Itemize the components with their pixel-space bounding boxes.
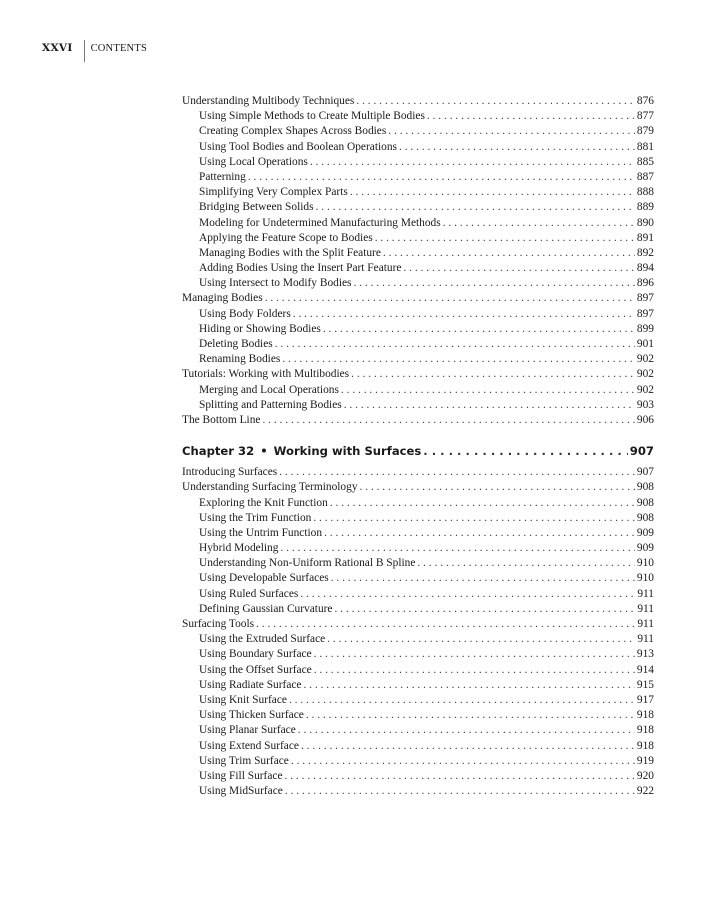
toc-group-multibody bbox=[182, 94, 654, 428]
toc-entry-title: Defining Gaussian Curvature bbox=[199, 602, 333, 615]
toc-subentry[interactable] bbox=[182, 383, 654, 398]
chapter-page: 907 bbox=[629, 444, 654, 459]
toc-entry-title: Using Body Folders bbox=[199, 307, 291, 320]
toc-entry-title: Managing Bodies bbox=[182, 292, 263, 305]
toc-entry-page: 910 bbox=[636, 557, 654, 570]
toc-subentry[interactable] bbox=[182, 398, 654, 413]
toc-entry-page: 909 bbox=[636, 542, 654, 555]
toc-entry-title: Using Boundary Surface bbox=[199, 648, 312, 661]
leader-dots bbox=[354, 276, 635, 291]
leader-dots bbox=[293, 307, 635, 322]
leader-dots bbox=[316, 200, 635, 215]
toc-entry-title: Using MidSurface bbox=[199, 785, 283, 798]
toc-subentry[interactable] bbox=[182, 663, 654, 678]
chapter-heading[interactable] bbox=[182, 443, 654, 459]
toc-entry-page: 920 bbox=[636, 769, 654, 782]
toc-entry-title: Using the Offset Surface bbox=[199, 663, 312, 676]
table-of-contents bbox=[182, 94, 654, 799]
toc-entry-title: Using Developable Surfaces bbox=[199, 572, 329, 585]
toc-entry-page: 897 bbox=[636, 292, 654, 305]
leader-dots bbox=[417, 556, 635, 571]
toc-entry-page: 902 bbox=[636, 368, 654, 381]
toc-entry-page: 908 bbox=[636, 496, 654, 509]
toc-subentry[interactable] bbox=[182, 231, 654, 246]
toc-subentry[interactable] bbox=[182, 693, 654, 708]
toc-entry-page: 918 bbox=[636, 709, 654, 722]
toc-entry-title: Using Tool Bodies and Boolean Operations bbox=[199, 140, 397, 153]
toc-subentry[interactable] bbox=[182, 723, 654, 738]
toc-entry-page: 894 bbox=[636, 262, 654, 275]
toc-entry-title: Using Radiate Surface bbox=[199, 678, 302, 691]
toc-subentry[interactable] bbox=[182, 200, 654, 215]
toc-entry-page: 897 bbox=[636, 307, 654, 320]
toc-entry-title: Hiding or Showing Bodies bbox=[199, 322, 321, 335]
toc-entry-page: 918 bbox=[636, 739, 654, 752]
toc-entry-title: Using Local Operations bbox=[199, 155, 308, 168]
toc-entry-title: Using the Untrim Function bbox=[199, 526, 323, 539]
toc-entry-page: 902 bbox=[636, 383, 654, 396]
toc-entry-title: Using Intersect to Modify Bodies bbox=[199, 277, 352, 290]
toc-entry-page: 903 bbox=[636, 398, 654, 411]
toc-entry-title: Creating Complex Shapes Across Bodies bbox=[199, 125, 387, 138]
toc-subentry[interactable] bbox=[182, 632, 654, 647]
chapter-label: Chapter 32 bbox=[182, 444, 255, 459]
toc-subentry[interactable] bbox=[182, 571, 654, 586]
leader-dots bbox=[275, 337, 635, 352]
leader-dots bbox=[350, 185, 635, 200]
leader-dots bbox=[375, 231, 635, 246]
leader-dots bbox=[443, 216, 635, 231]
toc-subentry[interactable] bbox=[182, 496, 654, 511]
toc-entry-title: Managing Bodies with the Split Feature bbox=[199, 246, 381, 259]
toc-entry-page: 876 bbox=[636, 95, 654, 107]
toc-subentry[interactable] bbox=[182, 678, 654, 693]
toc-entry-title: Adding Bodies Using the Insert Part Feature bbox=[199, 262, 402, 275]
toc-subentry[interactable] bbox=[182, 124, 654, 139]
toc-entry-title: Using Ruled Surfaces bbox=[199, 587, 299, 600]
header-section-title: CONTENTS bbox=[90, 43, 147, 54]
toc-entry-title: Using Extend Surface bbox=[199, 739, 299, 752]
toc-entry-page: 888 bbox=[636, 186, 654, 199]
leader-dots bbox=[399, 140, 635, 155]
toc-subentry[interactable] bbox=[182, 185, 654, 200]
toc-entry-page: 877 bbox=[636, 110, 654, 123]
toc-subentry[interactable] bbox=[182, 784, 654, 799]
toc-entry-page: 885 bbox=[636, 155, 654, 168]
leader-dots bbox=[383, 246, 635, 261]
toc-entry-page: 911 bbox=[637, 618, 654, 630]
toc-entry[interactable] bbox=[182, 465, 654, 480]
toc-subentry[interactable] bbox=[182, 526, 654, 541]
toc-subentry[interactable] bbox=[182, 276, 654, 291]
toc-entry-page: 922 bbox=[636, 785, 654, 798]
toc-subentry[interactable] bbox=[182, 109, 654, 124]
toc-entry-title: Splitting and Patterning Bodies bbox=[199, 398, 342, 411]
toc-entry-page: 890 bbox=[636, 216, 654, 229]
toc-entry-title: Deleting Bodies bbox=[199, 338, 273, 350]
toc-subentry[interactable] bbox=[182, 352, 654, 367]
leader-dots bbox=[306, 708, 635, 723]
toc-subentry[interactable] bbox=[182, 647, 654, 662]
toc-entry-page: 908 bbox=[636, 481, 654, 494]
toc-entry-title: Patterning bbox=[199, 170, 246, 183]
leader-dots bbox=[335, 602, 636, 617]
toc-subentry[interactable] bbox=[182, 769, 654, 784]
toc-entry-page: 909 bbox=[636, 526, 654, 539]
toc-entry-page: 910 bbox=[636, 572, 654, 585]
leader-dots bbox=[324, 526, 635, 541]
leader-dots bbox=[248, 170, 635, 185]
toc-entry-page: 902 bbox=[636, 353, 654, 366]
leader-dots bbox=[262, 413, 634, 428]
toc-entry-title: Renaming Bodies bbox=[199, 353, 281, 366]
header-page-number: XXVI bbox=[42, 42, 73, 54]
leader-dots bbox=[356, 94, 635, 109]
toc-entry-page: 887 bbox=[636, 170, 654, 183]
toc-entry-title: The Bottom Line bbox=[182, 413, 261, 426]
toc-entry-page: 879 bbox=[636, 125, 654, 138]
toc-subentry[interactable] bbox=[182, 140, 654, 155]
leader-dots bbox=[298, 723, 635, 738]
toc-subentry[interactable] bbox=[182, 216, 654, 231]
leader-dots bbox=[265, 291, 635, 306]
leader-dots bbox=[327, 632, 635, 647]
toc-entry-page: 918 bbox=[636, 724, 654, 737]
toc-entry[interactable] bbox=[182, 413, 654, 428]
toc-group-surfaces bbox=[182, 465, 654, 799]
leader-dots bbox=[301, 739, 635, 754]
toc-entry-title: Using Fill Surface bbox=[199, 769, 283, 782]
toc-entry-page: 889 bbox=[636, 201, 654, 214]
toc-entry-title: Bridging Between Solids bbox=[199, 201, 314, 214]
toc-entry-page: 908 bbox=[636, 511, 654, 524]
toc-entry-page: 896 bbox=[636, 277, 654, 290]
leader-dots bbox=[300, 587, 635, 602]
toc-entry-page: 907 bbox=[636, 466, 654, 479]
toc-entry-title: Simplifying Very Complex Parts bbox=[199, 186, 348, 199]
toc-entry-page: 892 bbox=[636, 246, 654, 259]
toc-subentry[interactable] bbox=[182, 246, 654, 261]
toc-subentry[interactable] bbox=[182, 739, 654, 754]
toc-entry-title: Understanding Multibody Techniques bbox=[182, 95, 355, 107]
toc-entry-title: Exploring the Knit Function bbox=[199, 496, 328, 509]
toc-subentry[interactable] bbox=[182, 602, 654, 617]
toc-entry[interactable] bbox=[182, 94, 654, 109]
toc-subentry[interactable] bbox=[182, 261, 654, 276]
leader-dots bbox=[291, 754, 635, 769]
leader-dots bbox=[403, 261, 634, 276]
leader-dots bbox=[282, 352, 635, 367]
chapter-title: Working with Surfaces bbox=[273, 444, 422, 459]
leader-dots bbox=[303, 678, 634, 693]
toc-entry-title: Using the Extruded Surface bbox=[199, 633, 326, 646]
toc-subentry[interactable] bbox=[182, 170, 654, 185]
leader-dots bbox=[331, 571, 635, 586]
toc-entry-page: 911 bbox=[637, 587, 654, 600]
toc-entry-title: Merging and Local Operations bbox=[199, 383, 339, 396]
toc-subentry[interactable] bbox=[182, 587, 654, 602]
toc-subentry[interactable] bbox=[182, 556, 654, 571]
leader-dots bbox=[280, 541, 634, 556]
leader-dots bbox=[289, 693, 635, 708]
toc-entry-page: 891 bbox=[636, 231, 654, 244]
toc-subentry[interactable] bbox=[182, 754, 654, 769]
toc-entry-title: Modeling for Undetermined Manufacturing Methods bbox=[199, 216, 441, 229]
leader-dots bbox=[314, 647, 635, 662]
toc-subentry[interactable] bbox=[182, 511, 654, 526]
toc-subentry[interactable] bbox=[182, 337, 654, 352]
toc-entry-title: Using Knit Surface bbox=[199, 693, 287, 706]
toc-entry-title: Understanding Surfacing Terminology bbox=[182, 481, 358, 494]
toc-entry[interactable] bbox=[182, 291, 654, 306]
toc-entry-title: Tutorials: Working with Multibodies bbox=[182, 368, 350, 381]
toc-entry-title: Using Planar Surface bbox=[199, 724, 296, 737]
toc-entry-title: Hybrid Modeling bbox=[199, 542, 279, 555]
leader-dots bbox=[323, 322, 635, 337]
toc-subentry[interactable] bbox=[182, 541, 654, 556]
toc-entry-title: Understanding Non-Uniform Rational B Spline bbox=[199, 557, 416, 570]
leader-dots bbox=[351, 367, 635, 382]
leader-dots bbox=[310, 155, 635, 170]
toc-entry-title: Using Simple Methods to Create Multiple Bodies bbox=[199, 110, 425, 123]
toc-entry[interactable] bbox=[182, 480, 654, 495]
toc-entry-page: 913 bbox=[636, 648, 654, 661]
chapter-bullet: • bbox=[260, 444, 268, 459]
toc-entry-page: 899 bbox=[636, 322, 654, 335]
toc-entry-title: Using Trim Surface bbox=[199, 754, 289, 767]
toc-subentry[interactable] bbox=[182, 708, 654, 723]
leader-dots bbox=[279, 465, 635, 480]
leader-dots bbox=[388, 124, 635, 139]
toc-entry-page: 911 bbox=[637, 633, 654, 646]
leader-dots bbox=[313, 511, 635, 526]
toc-subentry[interactable] bbox=[182, 155, 654, 170]
leader-dots bbox=[330, 496, 635, 511]
toc-subentry[interactable] bbox=[182, 307, 654, 322]
toc-entry[interactable] bbox=[182, 617, 654, 632]
toc-entry-page: 901 bbox=[636, 338, 654, 350]
leader-dots bbox=[285, 769, 635, 784]
toc-entry-title: Applying the Feature Scope to Bodies bbox=[199, 231, 373, 244]
leader-dots bbox=[314, 663, 635, 678]
toc-entry-page: 919 bbox=[636, 754, 654, 767]
toc-subentry[interactable] bbox=[182, 322, 654, 337]
toc-entry-title: Surfacing Tools bbox=[182, 618, 255, 630]
toc-entry-title: Using the Trim Function bbox=[199, 511, 312, 524]
toc-entry-page: 881 bbox=[636, 140, 654, 153]
leader-dots bbox=[344, 398, 635, 413]
toc-entry-page: 906 bbox=[636, 413, 654, 426]
leader-dots bbox=[341, 383, 635, 398]
leader-dots bbox=[360, 480, 635, 495]
toc-entry-page: 911 bbox=[637, 602, 654, 615]
leader-dots bbox=[427, 109, 635, 124]
leader-dots bbox=[256, 617, 635, 632]
toc-entry[interactable] bbox=[182, 367, 654, 382]
toc-entry-page: 914 bbox=[636, 663, 654, 676]
leader-dots bbox=[423, 443, 628, 459]
toc-entry-page: 915 bbox=[636, 678, 654, 691]
leader-dots bbox=[285, 784, 635, 799]
toc-entry-title: Using Thicken Surface bbox=[199, 709, 304, 722]
toc-entry-title: Introducing Surfaces bbox=[182, 466, 278, 479]
toc-entry-page: 917 bbox=[636, 693, 654, 706]
running-header bbox=[42, 40, 147, 62]
